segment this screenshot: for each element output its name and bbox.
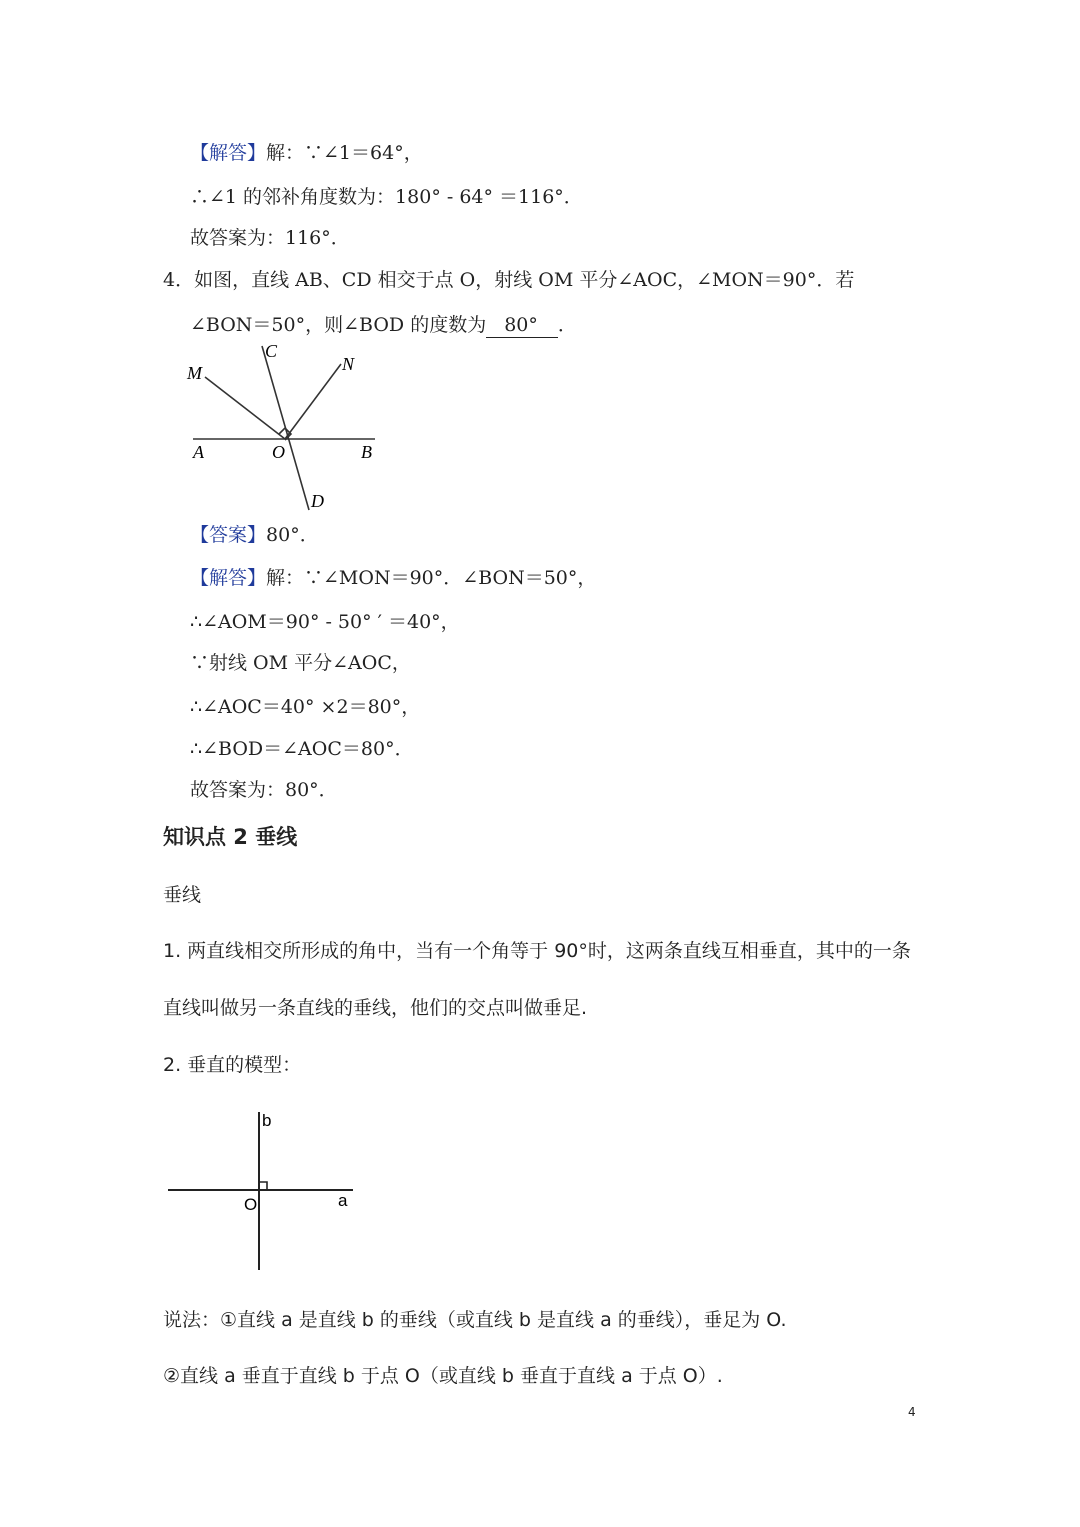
answer-text: 80°． <box>266 524 319 546</box>
question-prefix: ∠BON＝50°，则∠BOD 的度数为 <box>190 314 487 336</box>
section-subheading: 垂线 <box>163 884 202 906</box>
solution-text-1: 解：∵∠MON＝90°．∠BON＝50°， <box>266 567 597 589</box>
label-n: N <box>342 354 355 374</box>
label-o: O <box>272 442 285 462</box>
prev-solution-line-2: ∴∠1 的邻补角度数为：180° - 64° ＝116°． <box>190 186 583 208</box>
ray-on <box>285 364 341 439</box>
answer-tag: 【答案】 <box>190 524 267 546</box>
label-a-small: a <box>338 1191 348 1210</box>
label-b-small: b <box>262 1111 272 1130</box>
answer-blank: 80° <box>486 313 558 338</box>
prev-solution-line-3: 故答案为：116°． <box>190 227 350 249</box>
solution-tag: 【解答】 <box>190 567 267 589</box>
perpendicular-mark <box>259 1182 267 1190</box>
prev-solution-text-1: 解：∵∠1＝64°， <box>266 142 423 164</box>
saying-2: ②直线 a 垂直于直线 b 于点 O（或直线 b 垂直于直线 a 于点 O）. <box>163 1365 723 1387</box>
solution-line-1 <box>190 566 596 590</box>
page-number: 4 <box>908 1405 916 1419</box>
question-suffix: ． <box>557 314 577 336</box>
label-m: M <box>187 363 202 383</box>
definition-line-2: 直线叫做另一条直线的垂线，他们的交点叫做垂足. <box>163 997 588 1019</box>
label-d: D <box>311 491 324 511</box>
section-heading: 知识点 2 垂线 <box>163 825 298 849</box>
solution-tag: 【解答】 <box>190 142 267 164</box>
label-o-model: O <box>244 1195 258 1214</box>
answer-line <box>190 523 319 547</box>
saying-1: 说法：①直线 a 是直线 b 的垂线（或直线 b 是直线 a 的垂线），垂足为 O. <box>163 1309 787 1331</box>
problem-4-question-line-1: 4．如图，直线 AB、CD 相交于点 O，射线 OM 平分∠AOC，∠MON＝90°．若 <box>163 269 855 291</box>
solution-line-6: 故答案为：80°． <box>190 779 338 801</box>
solution-line-2: ∴∠AOM＝90° - 50° ′ ＝40°， <box>190 611 460 633</box>
solution-line-5: ∴∠BOD＝∠AOC＝80°． <box>190 738 414 760</box>
label-a: A <box>193 442 204 462</box>
label-b: B <box>361 442 372 462</box>
label-c: C <box>265 341 278 361</box>
solution-line-3: ∵射线 OM 平分∠AOC， <box>190 652 411 674</box>
model-heading: 2. 垂直的模型： <box>163 1054 302 1076</box>
solution-line-4: ∴∠AOC＝40° ×2＝80°， <box>190 696 421 718</box>
definition-line-1: 1. 两直线相交所形成的角中，当有一个角等于 90°时，这两条直线互相垂直，其中的一条 <box>163 940 911 962</box>
